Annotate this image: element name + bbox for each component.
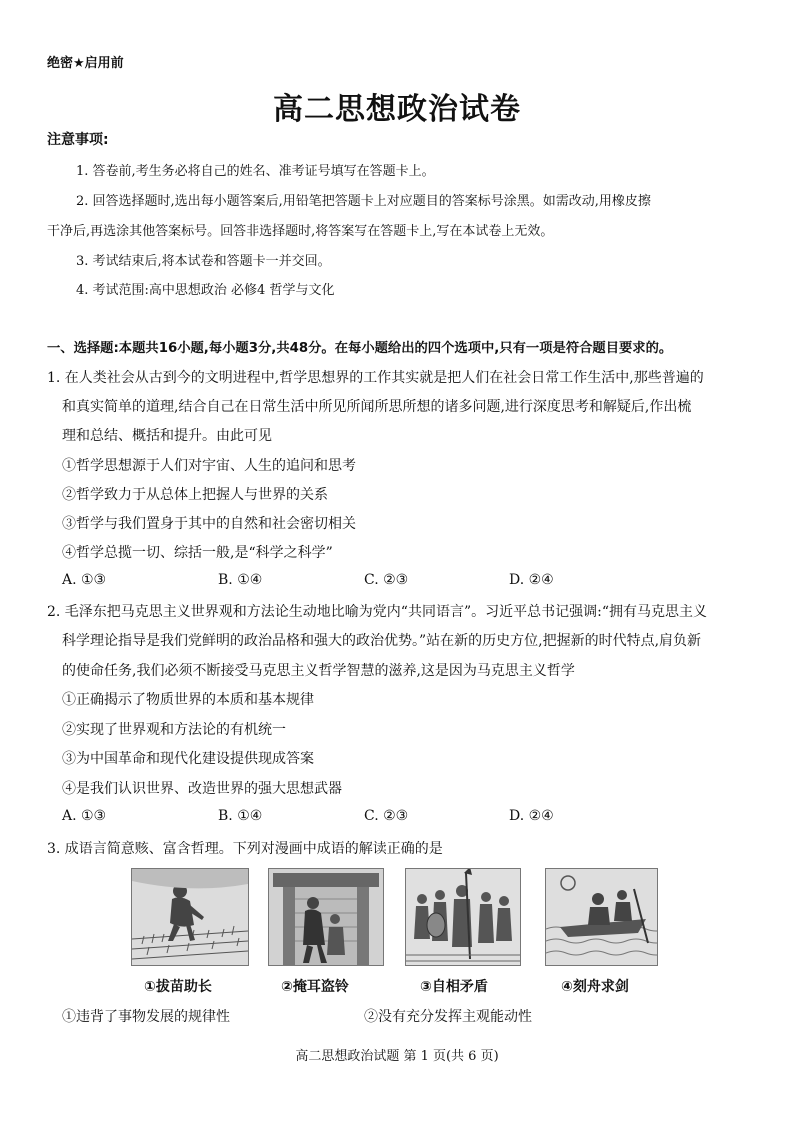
q2-option-d: D. ②④ — [509, 808, 554, 824]
cartoon-caption-1: ①拔苗助长 — [144, 979, 212, 995]
q1-statement-2: ②哲学致力于从总体上把握人与世界的关系 — [62, 487, 328, 503]
q2-stem-line-1: 2. 毛泽东把马克思主义世界观和方法论生动地比喻为党内“共同语言”。习近平总书记强调:“拥有马克思主义 — [47, 604, 707, 620]
confidential-mark: 绝密★启用前 — [47, 56, 124, 71]
cartoon-caption-2: ②掩耳盗铃 — [281, 979, 349, 995]
q1-option-c: C. ②③ — [364, 572, 409, 588]
q2-option-b: B. ①④ — [218, 808, 263, 824]
q2-statement-1: ①正确揭示了物质世界的本质和基本规律 — [62, 692, 314, 708]
q2-statement-4: ④是我们认识世界、改造世界的强大思想武器 — [62, 781, 342, 797]
q1-stem-line-3: 理和总结、概括和提升。由此可见 — [62, 428, 272, 444]
q1-statement-1: ①哲学思想源于人们对宇宙、人生的追问和思考 — [62, 458, 356, 474]
page-title: 高二思想政治试卷 — [273, 92, 521, 127]
q2-option-a: A. ①③ — [62, 808, 107, 824]
notice-item-3: 3. 考试结束后,将本试卷和答题卡一并交回。 — [76, 254, 331, 269]
cartoon-caption-3: ③自相矛盾 — [420, 979, 488, 995]
q3-statement-2: ②没有充分发挥主观能动性 — [364, 1009, 532, 1025]
notice-item-2-line-2: 干净后,再选涂其他答案标号。回答非选择题时,将答案写在答题卡上,写在本试卷上无效。 — [47, 224, 554, 239]
q2-statement-2: ②实现了世界观和方法论的有机统一 — [62, 722, 286, 738]
q1-option-d: D. ②④ — [509, 572, 554, 588]
notice-item-1: 1. 答卷前,考生务必将自己的姓名、准考证号填写在答题卡上。 — [76, 164, 435, 179]
q2-statement-3: ③为中国革命和现代化建设提供现成答案 — [62, 751, 314, 767]
q2-option-c: C. ②③ — [364, 808, 409, 824]
q1-statement-4: ④哲学总揽一切、综括一般,是“科学之科学” — [62, 545, 333, 561]
cartoon-carving-boat — [545, 868, 658, 966]
cartoon-caption-4: ④刻舟求剑 — [561, 979, 629, 995]
q3-stem: 3. 成语言简意赅、富含哲理。下列对漫画中成语的解读正确的是 — [47, 841, 443, 857]
q1-stem-line-2: 和真实简单的道理,结合自己在日常生活中所见所闻所思所想的诸多问题,进行深度思考和解疑后,作出梳 — [62, 399, 692, 415]
q2-stem-line-3: 的使命任务,我们必须不断接受马克思主义哲学智慧的滋养,这是因为马克思主义哲学 — [62, 663, 575, 679]
page-footer: 高二思想政治试题 第 1 页(共 6 页) — [295, 1049, 499, 1064]
q2-stem-line-2: 科学理论指导是我们党鲜明的政治品格和强大的政治优势。”站在新的历史方位,把握新的时代特点,肩负新 — [62, 633, 702, 649]
q1-option-b: B. ①④ — [218, 572, 263, 588]
q1-option-a: A. ①③ — [62, 572, 107, 588]
cartoon-covering-ears-stealing-bell — [268, 868, 384, 966]
section-heading: 一、选择题:本题共16小题,每小题3分,共48分。在每小题给出的四个选项中,只有一项是符合题目要求的。 — [47, 341, 673, 356]
notice-item-2-line-1: 2. 回答选择题时,选出每小题答案后,用铅笔把答题卡上对应题目的答案标号涂黑。如需改动,用橡皮擦 — [76, 194, 651, 209]
notice-item-4: 4. 考试范围:高中思想政治 必修4 哲学与文化 — [76, 283, 335, 298]
q1-stem-line-1: 1. 在人类社会从古到今的文明进程中,哲学思想界的工作其实就是把人们在社会日常工作生活中,那些普遍的 — [47, 370, 704, 386]
q3-statement-1: ①违背了事物发展的规律性 — [62, 1009, 230, 1025]
q1-statement-3: ③哲学与我们置身于其中的自然和社会密切相关 — [62, 516, 356, 532]
notice-heading: 注意事项: — [47, 132, 109, 148]
cartoon-spear-and-shield — [405, 868, 521, 966]
cartoon-pulling-seedlings — [131, 868, 249, 966]
